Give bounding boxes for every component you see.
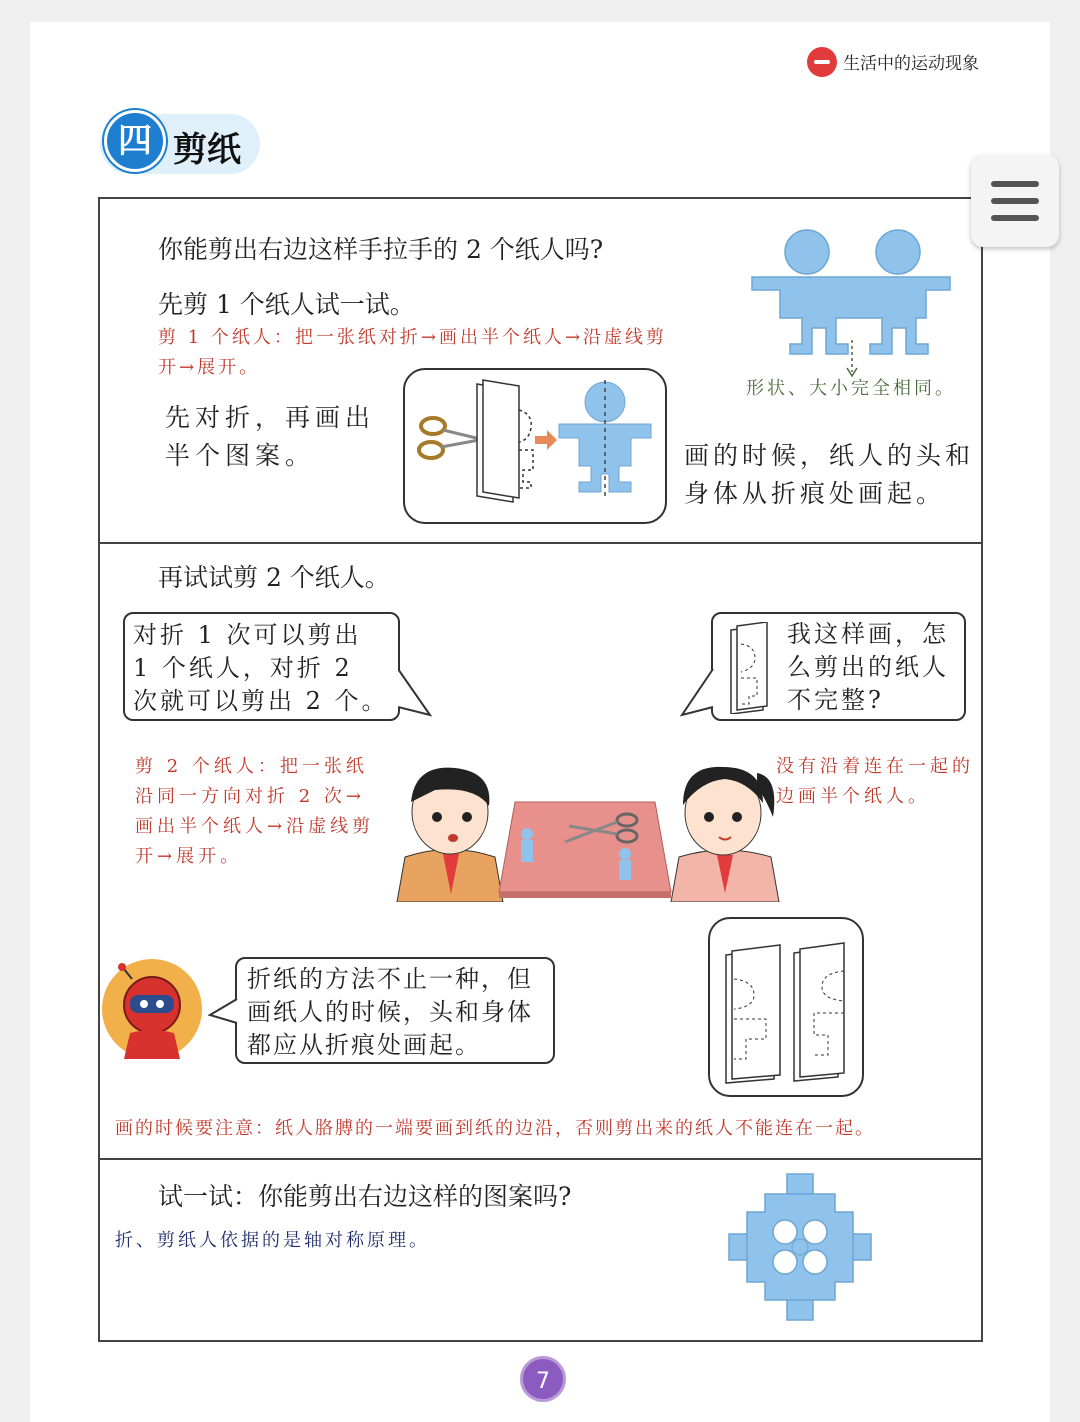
page-number: 7 bbox=[520, 1356, 566, 1402]
tip-fold-first: 先对折，再画出半个图案。 bbox=[165, 403, 376, 470]
textbook-page bbox=[30, 22, 1050, 1422]
section-title: 剪纸 bbox=[173, 130, 241, 170]
menu-icon bbox=[991, 215, 1039, 221]
section-divider bbox=[98, 542, 983, 544]
chapter-marker-icon bbox=[807, 47, 837, 77]
doll-head bbox=[785, 230, 829, 274]
girl-bubble-text: 我这样画，怎么剪出的纸人不完整? bbox=[787, 620, 949, 714]
menu-icon bbox=[991, 181, 1039, 187]
bubble-tail bbox=[208, 997, 238, 1027]
girl-speech-bubble bbox=[711, 612, 966, 721]
folded-paper-icon bbox=[727, 622, 773, 714]
question-two-paper-dolls: 你能剪出右边这样手拉手的 2 个纸人吗? bbox=[158, 235, 604, 264]
symmetric-pattern-figure bbox=[725, 1172, 875, 1322]
question-cut-two-dolls: 再试试剪 2 个纸人。 bbox=[158, 563, 390, 592]
note-cut-one-doll: 剪 1 个纸人：把一张纸对折→画出半个纸人→沿虚线剪开→展开。 bbox=[158, 327, 668, 378]
fold-cut-panel bbox=[403, 368, 667, 524]
robot-speech-bubble bbox=[235, 957, 555, 1064]
doll-head bbox=[876, 230, 920, 274]
step-cut-one-doll: 先剪 1 个纸人试一试。 bbox=[158, 290, 415, 319]
shape-note: 形状、大小完全相同。 bbox=[746, 378, 956, 399]
note-girl-mistake: 没有沿着连在一起的边画半个纸人。 bbox=[776, 756, 974, 807]
bubble-tail bbox=[398, 667, 432, 717]
chapter-title: 生活中的运动现象 bbox=[843, 54, 979, 74]
folded-paper bbox=[477, 380, 533, 502]
boy-illustration bbox=[395, 762, 505, 902]
boy-bubble-text: 对折 1 次可以剪出 1 个纸人，对折 2 次就可以剪出 2 个。 bbox=[133, 621, 389, 715]
arrow-icon bbox=[535, 430, 557, 450]
note-axial-symmetry: 折、剪纸人依据的是轴对称原理。 bbox=[115, 1230, 430, 1251]
bubble-tail bbox=[680, 667, 714, 717]
boy-speech-bubble bbox=[123, 612, 400, 721]
tip-draw-from-fold: 画的时候，纸人的头和身体从折痕处画起。 bbox=[684, 441, 975, 508]
section-number-icon: 四 bbox=[104, 110, 166, 172]
girl-illustration bbox=[665, 757, 785, 902]
robot-avatar bbox=[100, 957, 204, 1061]
correct-fold-illustration bbox=[710, 919, 862, 1095]
robot-bubble-text: 折纸的方法不止一种，但画纸人的时候，头和身体都应从折痕处画起。 bbox=[247, 965, 533, 1059]
correct-fold-panel bbox=[708, 917, 864, 1097]
menu-button[interactable] bbox=[971, 155, 1059, 247]
warning-note: 画的时候要注意：纸人胳膊的一端要画到纸的边沿，否则剪出来的纸人不能连在一起。 bbox=[115, 1118, 875, 1139]
question-try-pattern: 试一试：你能剪出右边这样的图案吗? bbox=[158, 1182, 572, 1211]
note-cut-two-dolls: 剪 2 个纸人：把一张纸沿同一方向对折 2 次→画出半个纸人→沿虚线剪开→展开。 bbox=[135, 756, 375, 867]
section-divider bbox=[98, 1158, 983, 1160]
folded-paper-stack bbox=[495, 792, 675, 902]
two-paper-dolls-figure bbox=[750, 222, 960, 382]
menu-icon bbox=[991, 198, 1039, 204]
fold-cut-illustration bbox=[405, 370, 665, 522]
